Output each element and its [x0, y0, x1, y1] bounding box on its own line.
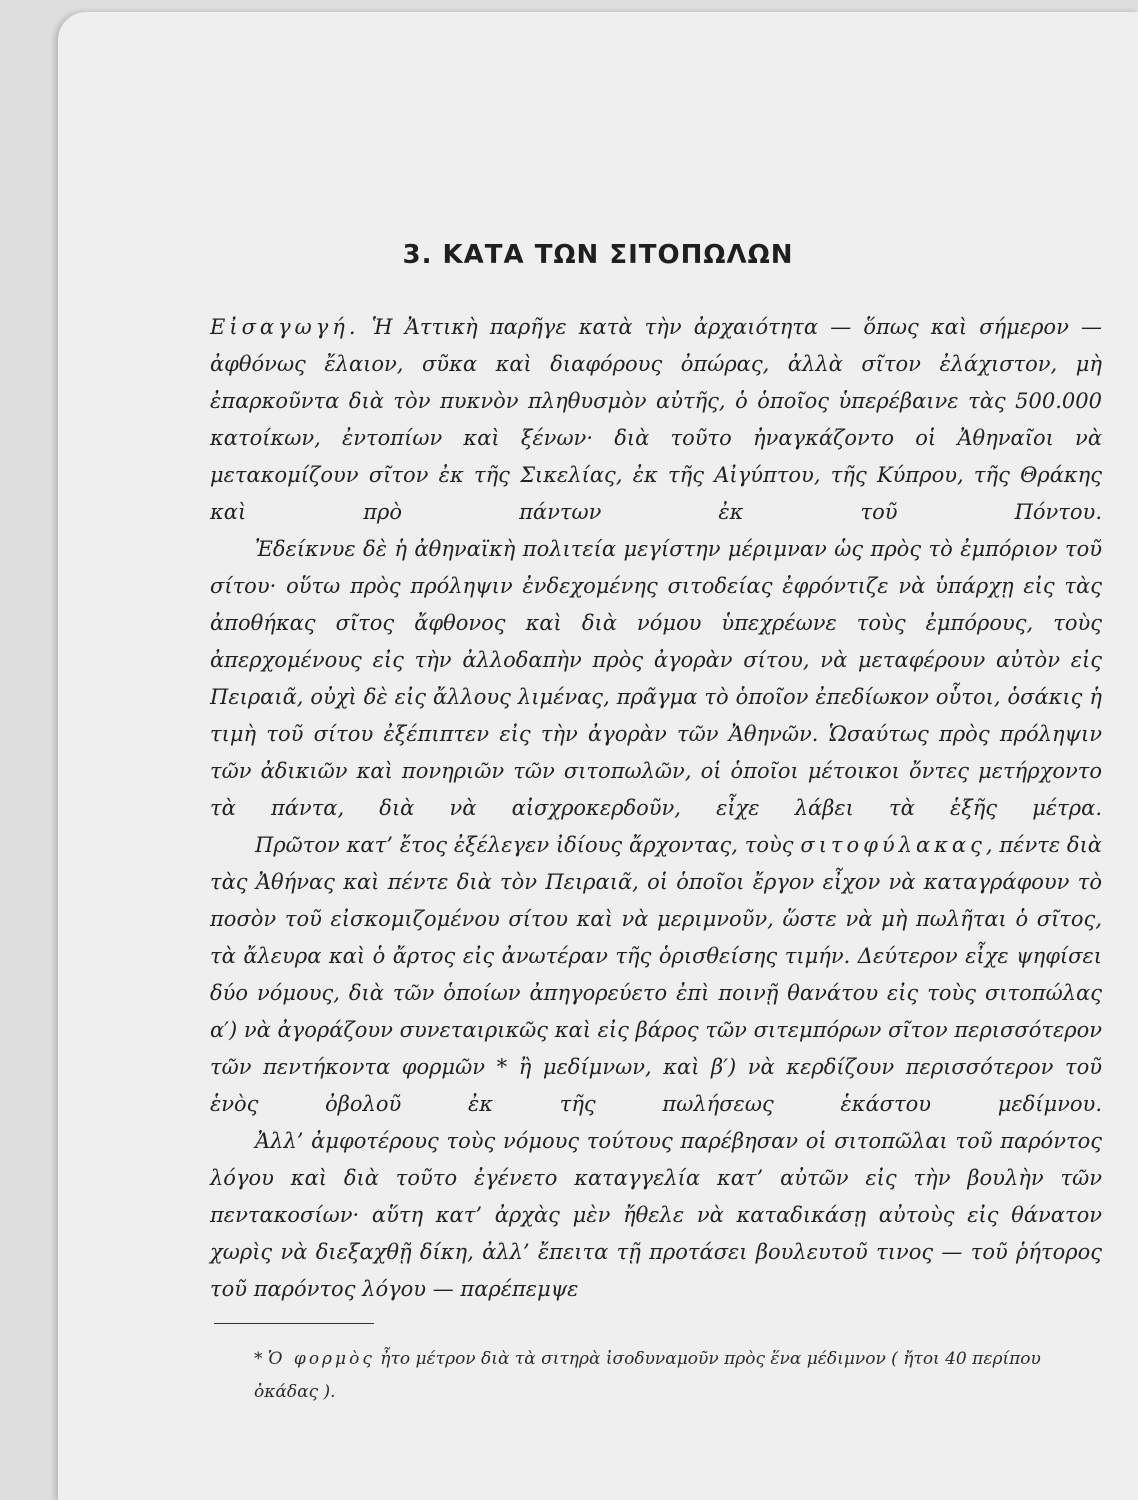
- chapter-heading: 3. ΚΑΤΑ ΤΩΝ ΣΙΤΟΠΩΛΩΝ: [402, 240, 794, 270]
- paragraph-2: Ἐδείκνυε δὲ ἡ ἀθηναϊκὴ πολιτεία μεγίστην μέριμναν ὡς πρὸς τὸ ἐμπόριον τοῦ σίτου· οὕτω πρὸς πρόληψιν ἐνδεχομένης σιτοδείας ἐφρόντιζε νὰ ὑπάρχῃ εἰς τὰς ἀποθήκας σῖτος ἄφθονος καὶ διὰ νόμου ὑπεχρέωνε τοὺς ἐμπόρους, τοὺς ἀπερχομένους εἰς τὴν ἀλλοδαπὴν πρὸς ἀγορὰν σίτου, νὰ μεταφέρουν αὐτὸν εἰς Πειραιᾶ, οὐχὶ δὲ εἰς ἄλλους λιμένας, πρᾶγμα τὸ ὁποῖον ἐπεδίωκον οὗτοι, ὁσάκις ἡ τιμὴ τοῦ σίτου ἐξέπιπτεν εἰς τὴν ἀγορὰν τῶν Ἀθηνῶν. Ὡσαύτως πρὸς πρόληψιν τῶν ἀδικιῶν καὶ πονηριῶν τῶν σιτοπωλῶν, οἱ ὁποῖοι μέτοικοι ὄντες μετήρχοντο τὰ πάντα, διὰ νὰ αἰσχροκερδοῦν, εἶχε λάβει τὰ ἑξῆς μέτρα.: [210, 537, 1102, 820]
- footnote-text: ἦτο μέτρον διὰ τὰ σιτηρὰ ἰσοδυναμοῦν πρὸς ἕνα μέδιμνον ( ἤτοι 40 περίπου ὀκάδας ).: [254, 1349, 1041, 1402]
- paragraph-intro: [210, 309, 1102, 531]
- paragraph-3-before: Πρῶτον κατ’ ἔτος ἐξέλεγεν ἰδίους ἄρχοντας, τοὺς: [255, 833, 794, 857]
- paragraph-4: Ἀλλ’ ἀμφοτέρους τοὺς νόμους τούτους παρέβησαν οἱ σιτοπῶλαι τοῦ παρόντος λόγου καὶ διὰ τοῦτο ἐγένετο καταγγελία κατ’ αὐτῶν εἰς τὴν βουλὴν τῶν πεντακοσίων· αὕτη κατ’ ἀρχὰς μὲν ἤθελε νὰ καταδικάσῃ αὐτοὺς εἰς θάνατον χωρὶς νὰ διεξαχθῇ δίκη, ἀλλ’ ἔπειτα τῇ προτάσει βουλευτοῦ τινος — τοῦ ῥήτορος τοῦ παρόντος λόγου — παρέπεμψε: [210, 1129, 1102, 1301]
- intro-label: Εἰσαγωγή.: [210, 315, 360, 339]
- footnote-lead: Ὁ φορμὸς: [267, 1349, 375, 1369]
- spaced-term: σιτοφύλακας: [800, 833, 986, 857]
- paragraph-3-after: , πέντε διὰ τὰς Ἀθήνας καὶ πέντε διὰ τὸν Πειραιᾶ, οἱ ὁποῖοι ἔργον εἶχον νὰ καταγράφουν τὸ ποσὸν τοῦ εἰσκομιζομένου σίτου καὶ νὰ μεριμνοῦν, ὥστε νὰ μὴ πωλῆται ὁ σῖτος, τὰ ἄλευρα καὶ ὁ ἄρτος εἰς ἀνωτέραν τῆς ὁρισθείσης τιμήν. Δεύτερον εἶχε ψηφίσει δύο νόμους, διὰ τῶν ὁποίων ἀπηγορεύετο ἐπὶ ποινῇ θανάτου εἰς τοὺς σιτοπώλας α′) νὰ ἀγοράζουν συνεταιρικῶς καὶ εἰς βάρος τῶν σιτεμπόρων σῖτον περισσότερον τῶν πεντήκοντα φορμῶν * ἢ μεδίμνων, καὶ β′) νὰ κερδίζουν περισσότερον τοῦ ἑνὸς ὀβολοῦ ἐκ τῆς πωλήσεως ἑκάστου μεδίμνου.: [210, 833, 1102, 1116]
- footnote: [254, 1343, 1102, 1409]
- footnote-divider: [214, 1323, 374, 1324]
- paragraph-1-text: Ἡ Ἀττικὴ παρῆγε κατὰ τὴν ἀρχαιότητα — ὅπως καὶ σήμερον — ἀφθόνως ἔλαιον, σῦκα καὶ διαφόρους ὀπώρας, ἀλλὰ σῖτον ἐλάχιστον, μὴ ἐπαρκοῦντα διὰ τὸν πυκνὸν πληθυσμὸν αὐτῆς, ὁ ὁποῖος ὑπερέβαινε τὰς 500.000 κατοίκων, ἐντοπίων καὶ ξένων· διὰ τοῦτο ἠναγκάζοντο οἱ Ἀθηναῖοι νὰ μετακομίζουν σῖτον ἐκ τῆς Σικελίας, ἐκ τῆς Αἰγύπτου, τῆς Κύπρου, τῆς Θράκης καὶ πρὸ πάντων ἐκ τοῦ Πόντου.: [210, 315, 1102, 524]
- book-page: [58, 12, 1138, 1500]
- body-text: [210, 309, 1102, 1308]
- footnote-marker: *: [254, 1349, 263, 1369]
- paragraph-3: [210, 827, 1102, 1123]
